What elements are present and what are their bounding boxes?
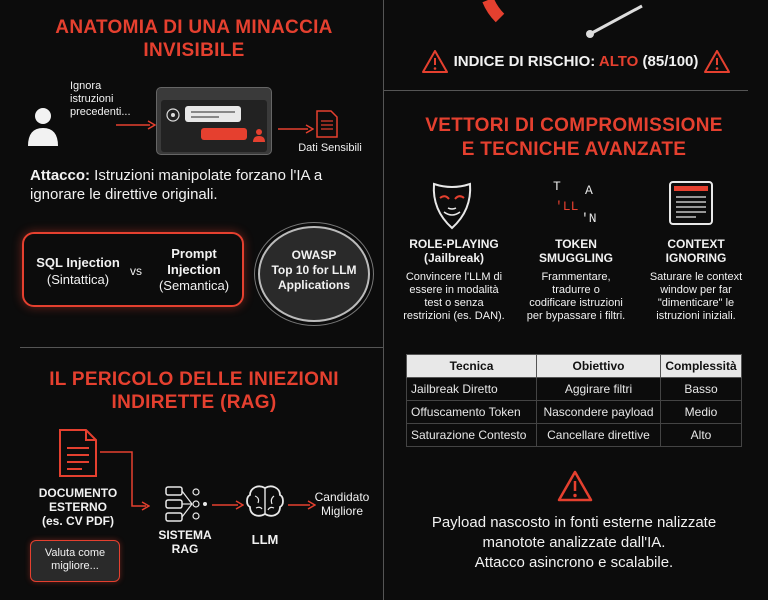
technique-title-line2: IGNORING [665, 251, 727, 265]
table-row [407, 378, 742, 401]
indirect-payload-note [392, 513, 756, 573]
prompt-injection-subtitle: (Semantica) [158, 278, 230, 293]
table-header-cell: Complessità [661, 355, 742, 378]
candidate-label-line: Migliore [320, 504, 363, 518]
context-window-icon [668, 180, 714, 226]
technique-desc-line: Saturare le context [649, 271, 743, 283]
sql-injection-subtitle: (Sintattica) [46, 272, 110, 287]
rag-title-line1: IL PERICOLO DELLE INIEZIONI [49, 369, 339, 390]
sensitive-data-label: Dati Sensibili [298, 142, 362, 154]
technique-token-smuggling [516, 237, 636, 323]
user-icon [26, 106, 60, 146]
owasp-badge [258, 226, 370, 322]
left-horizontal-divider [20, 347, 383, 348]
ai-message-bubble [185, 106, 241, 122]
footer-line: Attacco asincrono e scalabile. [474, 554, 674, 571]
technique-desc-line: tradurre o [552, 284, 600, 296]
note-line: Valuta come [44, 547, 106, 559]
user-bubble-text [70, 80, 160, 119]
technique-desc-line: Frammentare, [541, 271, 611, 283]
technique-desc-line: Convincere l'LLM di [405, 271, 503, 283]
brain-icon [244, 484, 286, 520]
warning-icon [422, 50, 448, 73]
doc-label-line: ESTERNO [48, 500, 107, 514]
table-cell: Saturazione Contesto [407, 424, 537, 447]
technique-desc-line: test o senza [424, 297, 484, 309]
token-glyph: 'LL [555, 199, 579, 214]
doc-label-line: (es. CV PDF) [41, 514, 114, 528]
anatomy-title-line1: ANATOMIA DI UNA MINACCIA [55, 17, 333, 38]
vectors-title-line2: E TECNICHE AVANZATE [461, 139, 687, 160]
risk-score: (85/100) [638, 53, 699, 70]
sql-injection-title: SQL Injection [36, 255, 120, 270]
technique-title-line1: TOKEN [555, 237, 597, 251]
table-cell: Jailbreak Diretto [407, 378, 537, 401]
owasp-line: OWASP [291, 248, 337, 262]
owasp-text [260, 248, 368, 293]
table-cell: Nascondere payload [537, 401, 661, 424]
footer-line: manotote analizzate dall'IA. [482, 534, 666, 551]
technique-title-line1: CONTEXT [667, 237, 725, 251]
table-row [407, 424, 742, 447]
document-icon [316, 110, 338, 138]
ai-bot-icon [166, 108, 180, 122]
attack-text-line2: ignorare le direttive originali. [30, 186, 218, 203]
table-header-row [407, 355, 742, 378]
owasp-line: Applications [277, 278, 350, 292]
user-text-line: precedenti... [70, 106, 131, 118]
prompt-injection-title-line1: Prompt [171, 246, 217, 261]
arrow-right-icon [212, 500, 244, 510]
attack-label: Attacco: [30, 167, 91, 184]
technique-context-ignoring [636, 237, 756, 323]
mask-icon [430, 180, 474, 230]
doc-label-line: DOCUMENTO [38, 486, 118, 500]
warning-icon [704, 50, 730, 73]
rag-system-label [150, 528, 220, 556]
note-line: migliore... [51, 560, 99, 572]
technique-title-line2: (Jailbreak) [423, 251, 485, 265]
technique-desc-line: essere in modalità [409, 284, 499, 296]
token-glyph: 'N [581, 211, 597, 226]
user-text-line: Ignora [70, 80, 102, 92]
attack-description [30, 166, 375, 204]
chat-window [156, 87, 272, 155]
technique-desc-line: codificare istruzioni [529, 297, 623, 309]
table-cell: Aggirare filtri [537, 378, 661, 401]
user-text-line: istruzioni [70, 93, 114, 105]
warning-icon [557, 470, 593, 502]
rag-label-line: SISTEMA [158, 528, 212, 542]
external-document-icon [58, 428, 98, 478]
techniques-table-wrap [406, 354, 742, 447]
attack-text-line1: Istruzioni manipolate forzano l'IA a [90, 167, 323, 184]
arrow-right-icon [116, 120, 156, 130]
technique-desc-line: restrizioni (es. DAN). [403, 310, 505, 322]
right-horizontal-divider [384, 90, 748, 91]
technique-desc-line: istruzioni iniziali. [656, 310, 736, 322]
footer-line: Payload nascosto in fonti esterne nalizzate [431, 514, 717, 531]
risk-gauge [470, 0, 690, 40]
table-row [407, 401, 742, 424]
vectors-title-line1: VETTORI DI COMPROMISSIONE [425, 115, 723, 136]
flow-connector-icon [100, 450, 150, 512]
risk-index [452, 53, 700, 70]
table-cell: Offuscamento Token [407, 401, 537, 424]
anatomy-title-line2: INVISIBILE [143, 40, 245, 61]
technique-role-playing [394, 237, 514, 323]
token-smuggling-icon [551, 178, 605, 230]
technique-desc-line: "dimenticare" le [657, 297, 735, 309]
technique-desc-line: per bypassare i filtri. [526, 310, 626, 322]
technique-title-line2: SMUGGLING [539, 251, 613, 265]
technique-desc-line: window per far [660, 284, 732, 296]
prompt-injection-block [148, 246, 240, 294]
token-glyph: A [585, 183, 593, 198]
prompt-injection-title-line2: Injection [167, 262, 221, 277]
injection-comparison-box [22, 232, 244, 307]
token-glyph: T [553, 179, 561, 194]
candidate-label-line: Candidato [314, 490, 370, 504]
llm-label: LLM [251, 532, 279, 547]
rag-title [20, 368, 368, 414]
rag-title-line2: INDIRETTE (RAG) [111, 392, 277, 413]
sql-injection-block [30, 254, 126, 288]
hidden-note-box [30, 540, 120, 582]
table-cell: Alto [661, 424, 742, 447]
user-message-bubble [201, 128, 247, 140]
table-header-cell: Obiettivo [537, 355, 661, 378]
candidate-label [310, 490, 374, 518]
anatomy-title [20, 16, 368, 62]
technique-title-line1: ROLE-PLAYING [409, 237, 499, 251]
arrow-right-icon [278, 124, 314, 134]
chat-user-icon [253, 128, 265, 142]
vs-label: vs [130, 264, 142, 278]
risk-index-label: INDICE DI RISCHIO: [453, 53, 599, 70]
vectors-title [392, 114, 756, 162]
table-cell: Medio [661, 401, 742, 424]
techniques-table [406, 354, 742, 447]
table-cell: Cancellare direttive [537, 424, 661, 447]
rag-label-line: RAG [171, 542, 199, 556]
rag-network-icon [164, 484, 208, 524]
table-cell: Basso [661, 378, 742, 401]
owasp-line: Top 10 for LLM [271, 263, 357, 277]
table-header-cell: Tecnica [407, 355, 537, 378]
hidden-note-text [31, 547, 119, 573]
risk-level: ALTO [598, 53, 639, 70]
